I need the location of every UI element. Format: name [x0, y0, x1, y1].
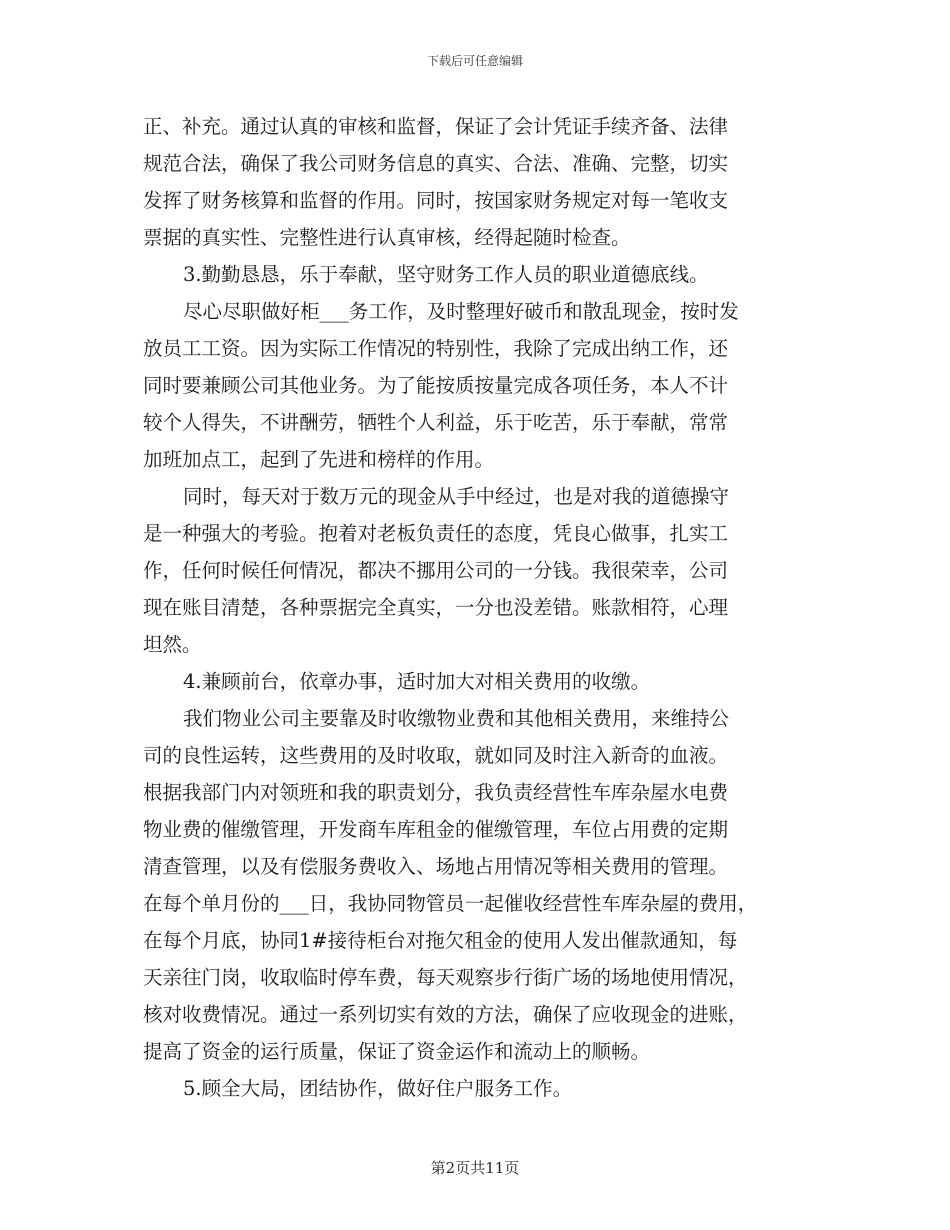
paragraph-line: 根据我部门内对领班和我的职责划分，我负责经营性车库杂屋水电费 [143, 781, 729, 804]
paragraph-line: 天亲往门岗，收取临时停车费，每天观察步行街广场的场地使用情况， [143, 966, 748, 989]
paragraph-line: 清查管理，以及有偿服务费收入、场地占用情况等相关费用的管理。 [143, 855, 729, 878]
page-number: 第2页共11页 [430, 1159, 520, 1177]
paragraph-line: 规范合法，确保了我公司财务信息的真实、合法、准确、完整，切实 [143, 152, 729, 175]
paragraph-line: 票据的真实性、完整性进行认真审核，经得起随时检查。 [143, 226, 631, 249]
paragraph-line: 发挥了财务核算和监督的作用。同时，按国家财务规定对每一笔收支 [143, 189, 729, 212]
paragraph-line: 尽心尽职做好柜___务工作，及时整理好破币和散乱现金，按时发 [183, 300, 739, 323]
section-heading-5: 5.顾全大局，团结协作，做好住户服务工作。 [183, 1077, 573, 1100]
paragraph-line: 核对收费情况。通过一系列切实有效的方法，确保了应收现金的进账， [143, 1003, 748, 1026]
paragraph-line: 正、补充。通过认真的审核和监督，保证了会计凭证手续齐备、法律 [143, 115, 729, 138]
paragraph-line: 是一种强大的考验。抱着对老板负责任的态度，凭良心做事，扎实工 [143, 522, 729, 545]
paragraph-line: 加班加点工，起到了先进和榜样的作用。 [143, 448, 495, 471]
paragraph-line: 现在账目清楚，各种票据完全真实，一分也没差错。账款相符，心理 [143, 596, 729, 619]
paragraph-line: 物业费的催缴管理，开发商车库租金的催缴管理，车位占用费的定期 [143, 818, 729, 841]
page-header: 下载后可任意编辑 [426, 54, 523, 68]
section-heading-4: 4.兼顾前台，依章办事，适时加大对相关费用的收缴。 [183, 670, 651, 693]
paragraph-line: 同时要兼顾公司其他业务。为了能按质按量完成各项任务，本人不计 [143, 374, 729, 397]
document-body [143, 108, 813, 1107]
section-heading-3: 3.勤勤恳恳，乐于奉献，坚守财务工作人员的职业道德底线。 [183, 263, 709, 286]
paragraph-line: 同时，每天对于数万元的现金从手中经过，也是对我的道德操守 [183, 485, 730, 508]
paragraph-line: 较个人得失，不讲酬劳，牺牲个人利益，乐于吃苦，乐于奉献，常常 [143, 411, 729, 434]
paragraph-line: 在每个月底，协同1#接待柜台对拖欠租金的使用人发出催款通知，每 [143, 929, 738, 952]
paragraph-line: 司的良性运转，这些费用的及时收取，就如同及时注入新奇的血液。 [143, 744, 729, 767]
paragraph-line: 我们物业公司主要靠及时收缴物业费和其他相关费用，来维持公 [183, 707, 730, 730]
paragraph-line: 在每个单月份的___日，我协同物管员一起催收经营性车库杂屋的费用， [143, 892, 758, 915]
paragraph-line: 作，任何时候任何情况，都决不挪用公司的一分钱。我很荣幸，公司 [143, 559, 729, 582]
paragraph-line: 放员工工资。因为实际工作情况的特别性，我除了完成出纳工作，还 [143, 337, 729, 360]
paragraph-line: 坦然。 [143, 633, 202, 656]
paragraph-line: 提高了资金的运行质量，保证了资金运作和流动上的顺畅。 [143, 1040, 651, 1063]
